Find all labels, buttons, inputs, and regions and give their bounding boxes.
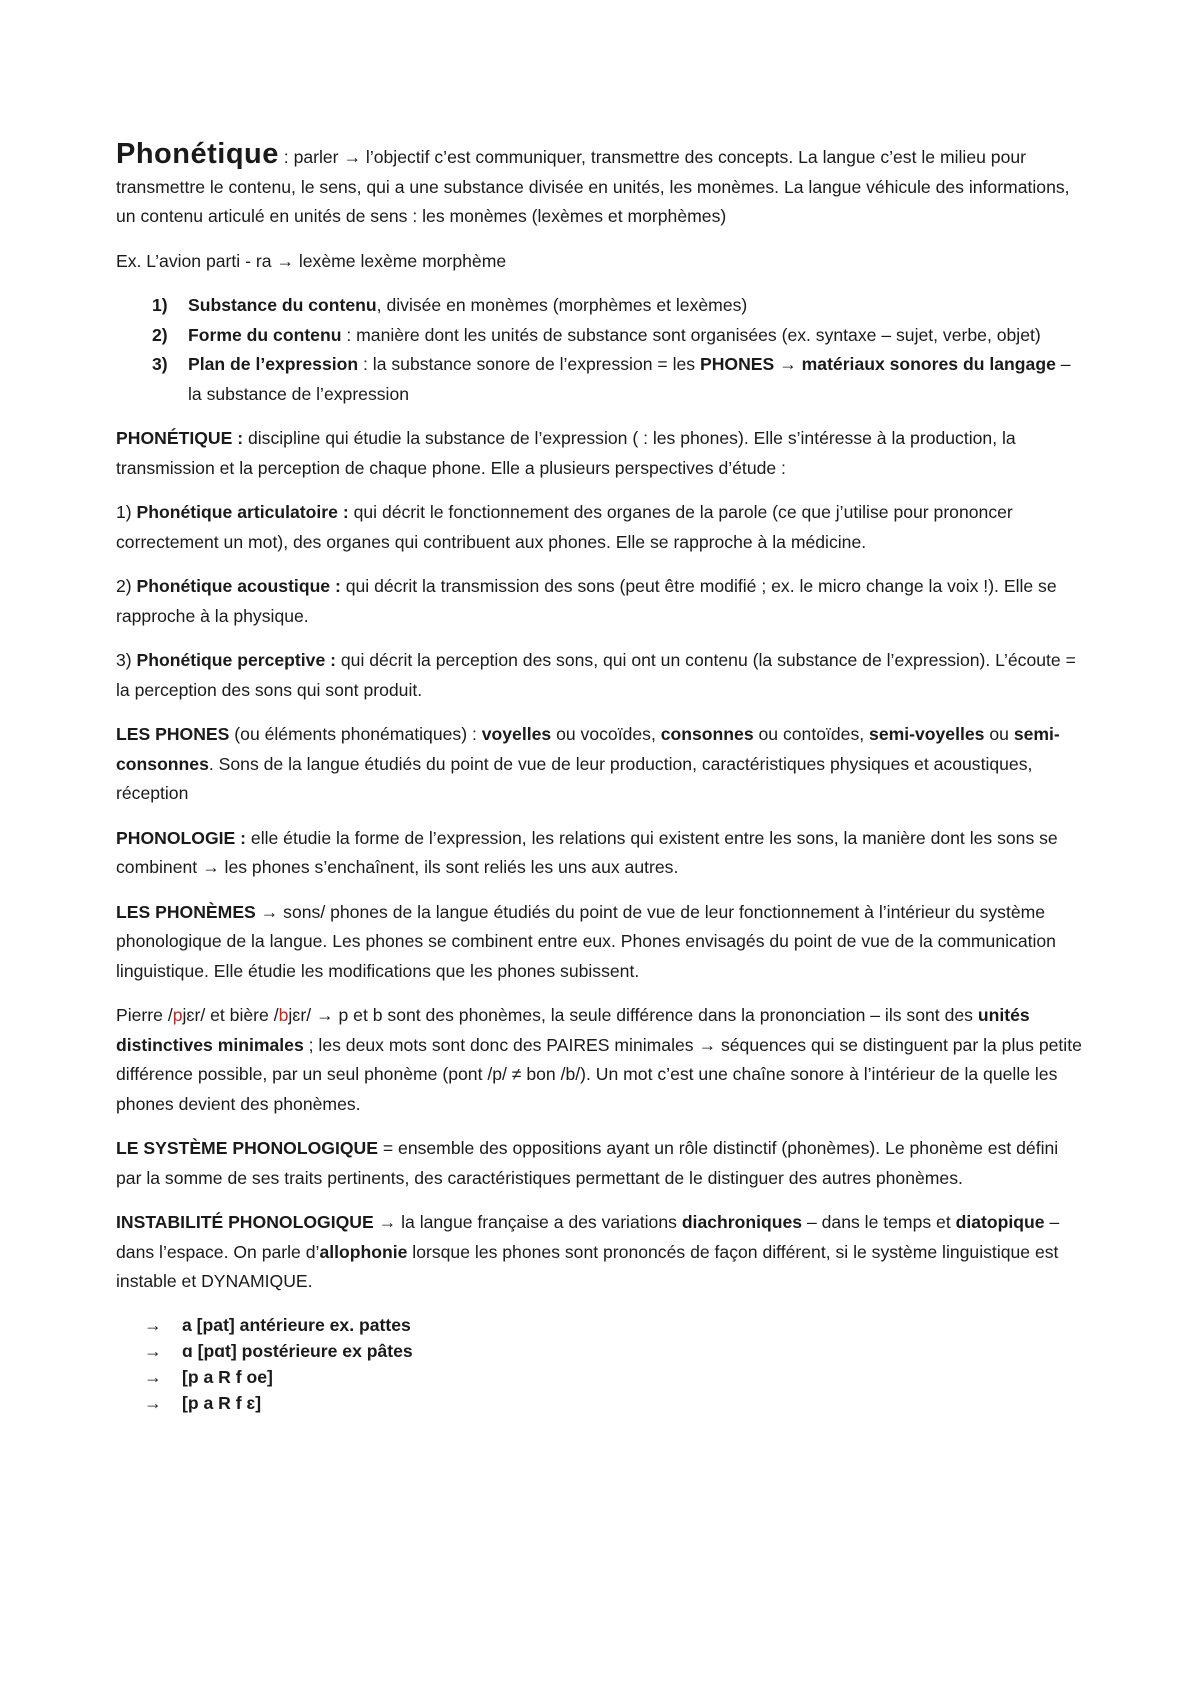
term-label: Phonétique perceptive :	[136, 650, 336, 670]
perspective-number: 2)	[116, 576, 137, 596]
arrow-icon: →	[202, 857, 220, 877]
list-number: 1)	[152, 295, 168, 315]
list-item-bold: Plan de l’expression	[188, 354, 359, 374]
arrow-icon: →	[774, 354, 802, 374]
example-text-a: Ex. L’avion parti - ra	[116, 250, 277, 271]
term-label: allophonie	[319, 1241, 408, 1262]
list-item-text: ɑ [pɑt] postérieure ex pâtes	[182, 1340, 413, 1361]
perspective-number: 1)	[116, 502, 137, 522]
arrow-icon: →	[698, 1034, 717, 1055]
arrow-icon: →	[255, 901, 284, 922]
intro-text-b: l’objectif c’est communiquer, transmettre des concepts. La langue c’est le milieu pour transmettre le contenu, le sens, qui a une substance divisée en unités, les monèmes. La langue véhicule des informations, un contenu articulé en unités de sens : les monèmes (lexèmes et morphèmes)	[116, 147, 1070, 226]
list-item-text: [p a R f ɛ]	[182, 1392, 262, 1413]
highlighted-phoneme: b	[278, 1005, 289, 1025]
instabilite-paragraph	[116, 1208, 1088, 1297]
arrow-list	[116, 1312, 1088, 1416]
paragraph-text: – dans le temps et	[802, 1212, 956, 1232]
example-line	[116, 247, 1088, 277]
pierre-paragraph	[116, 1001, 1088, 1119]
term-label: diatopique	[955, 1212, 1045, 1232]
list-item-bold: PHONES	[699, 354, 775, 374]
paragraph-text: les phones s’enchaînent, ils sont reliés les uns aux autres.	[219, 857, 679, 877]
list-item-text: , divisée en monèmes (morphèmes et lexèmes)	[376, 295, 748, 315]
term-label: Phonétique acoustique :	[136, 576, 341, 596]
list-number: 3)	[152, 354, 168, 374]
list-item	[116, 321, 1088, 351]
list-item	[116, 1390, 1088, 1416]
title-separator: :	[278, 147, 294, 167]
term-label: semi-consonnes	[116, 724, 1060, 774]
list-item	[116, 291, 1088, 321]
paragraph-text: la langue française a des variations	[401, 1212, 682, 1232]
arrow-icon: →	[144, 1366, 162, 1387]
example-text-b: lexème lexème morphème	[293, 250, 507, 271]
phonologie-paragraph	[116, 824, 1088, 883]
definition-text: qui décrit la transmission des sons (peut être modifié ; ex. le micro change la voix !). Elle se rapproche à la physique.	[116, 576, 1057, 626]
term-label: LES PHONÈMES	[116, 901, 256, 922]
perspective-number: 3)	[116, 650, 137, 670]
list-item	[116, 1364, 1088, 1390]
list-item-bold: Substance du contenu	[188, 295, 377, 315]
term-label: semi-voyelles	[869, 724, 985, 744]
paragraph-text: p et b sont des phonèmes, la seule différence dans la prononciation – ils sont des	[333, 1005, 978, 1025]
term-label: INSTABILITÉ PHONOLOGIQUE	[116, 1212, 374, 1232]
list-item-text: a [pat] antérieure ex. pattes	[182, 1314, 411, 1335]
term-label: PHONÉTIQUE :	[116, 428, 244, 448]
definition-text: qui décrit le fonctionnement des organes de la parole (ce que j’utilise pour prononcer correctement un mot), des organes qui contribuent aux phones. Elle se rapproche à la médicine.	[116, 502, 1013, 552]
paragraph-text: sons/ phones de la langue étudiés du point de vue de leur fonctionnement à l’intérieur du système phonologique de la langue. Les phones se combinent entre eux. Phones envisagés du point de vue de la communication linguistique. Elle étudie les modifications que les phones subissent.	[116, 901, 1056, 981]
phonemes-paragraph	[116, 898, 1088, 987]
term-label: LE SYSTÈME PHONOLOGIQUE	[116, 1138, 378, 1158]
paragraph-text: (ou éléments phonématiques) :	[229, 724, 482, 744]
perspective-paragraph	[116, 572, 1088, 631]
arrow-icon: →	[373, 1212, 402, 1232]
paragraph-text: séquences qui se distinguent par la plus petite différence possible, par un seul phonème (pont /p/ ≠ bon /b/). Un mot c’est une chaîne sonore à l’intérieur de la quelle les phones devient des phonèmes.	[116, 1034, 1082, 1114]
list-item-text: [p a R f oe]	[182, 1366, 273, 1387]
intro-paragraph	[116, 140, 1088, 232]
paragraph-text: = ensemble des oppositions ayant un rôle distinctif (phonèmes). Le phonème est défini par la somme de ses traits pertinents, des caractéristiques permettant de le distinguer des autres phonèmes.	[116, 1138, 1059, 1188]
arrow-icon: →	[276, 250, 294, 271]
arrow-icon: →	[144, 1314, 162, 1335]
highlighted-phoneme: p	[172, 1005, 183, 1025]
paragraph-text: jɛr/ et bière /	[182, 1005, 279, 1025]
perspective-paragraph	[116, 498, 1088, 557]
paragraph-text: jɛr/	[288, 1005, 317, 1025]
paragraph-text: lorsque les phones sont prononcés de façon différent, si le système linguistique est instable et DYNAMIQUE.	[116, 1241, 1059, 1291]
term-label: Phonétique articulatoire :	[136, 502, 349, 522]
term-label: voyelles	[481, 724, 552, 744]
list-item-bold: matériaux sonores du langage	[801, 354, 1056, 374]
list-item-text: : manière dont les unités de substance sont organisées (ex. syntaxe – sujet, verbe, objet)	[341, 324, 1041, 345]
phones-paragraph	[116, 720, 1088, 809]
perspective-paragraph	[116, 646, 1088, 705]
paragraph-text: ou vocoïdes,	[551, 724, 661, 744]
list-item-text: – la substance de l’expression	[188, 354, 1071, 404]
term-label: PHONOLOGIE :	[116, 827, 247, 848]
arrow-icon: →	[316, 1005, 334, 1025]
list-item	[116, 1338, 1088, 1364]
document-page	[116, 140, 1088, 1416]
phonetique-definition	[116, 424, 1088, 483]
definition-text: discipline qui étudie la substance de l’expression ( : les phones). Elle s’intéresse à la production, la transmission et la perception de chaque phone. Elle a plusieurs perspectives d’étude :	[116, 428, 1016, 478]
paragraph-text: – dans l’espace. On parle d’	[116, 1212, 1060, 1262]
paragraph-text: elle étudie la forme de l’expression, les relations qui existent entre les sons, la manière dont les sons se combinent	[116, 827, 1058, 877]
term-label: unités distinctives minimales	[116, 1005, 1030, 1055]
paragraph-text: . Sons de la langue étudiés du point de vue de leur production, caractéristiques physiques et acoustiques, réception	[116, 753, 1033, 803]
list-item-bold: Forme du contenu	[188, 324, 342, 345]
arrow-icon: →	[343, 147, 362, 167]
arrow-icon: →	[144, 1392, 162, 1413]
numbered-list	[116, 291, 1088, 409]
document-title: Phonétique	[116, 138, 279, 170]
term-label: consonnes	[660, 724, 754, 744]
term-label: LES PHONES	[116, 724, 230, 744]
term-label: diachroniques	[681, 1212, 803, 1232]
paragraph-text: ; les deux mots sont donc des PAIRES minimales	[303, 1034, 699, 1055]
intro-text-a: parler	[293, 147, 344, 167]
list-item-text: : la substance sonore de l’expression = les	[358, 354, 700, 374]
arrow-icon: →	[144, 1340, 162, 1361]
list-number: 2)	[152, 324, 168, 345]
list-item	[116, 1312, 1088, 1338]
definition-text: qui décrit la perception des sons, qui ont un contenu (la substance de l’expression). L’écoute = la perception des sons qui sont produit.	[116, 650, 1076, 700]
systeme-paragraph	[116, 1134, 1088, 1193]
paragraph-text: ou	[984, 724, 1014, 744]
paragraph-text: ou contoïdes,	[753, 724, 870, 744]
paragraph-text: Pierre /	[116, 1005, 173, 1025]
list-item	[116, 350, 1088, 409]
